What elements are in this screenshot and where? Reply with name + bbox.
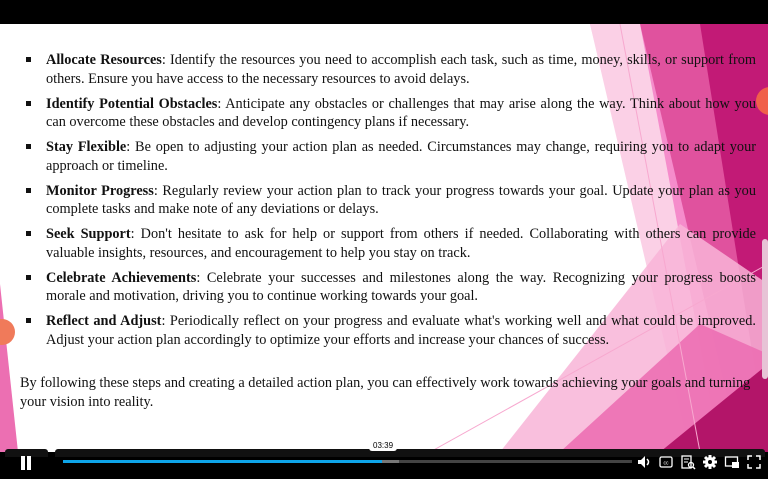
time-tooltip: 03:39: [369, 440, 397, 451]
played-bar: [63, 460, 382, 463]
bullet-icon: [26, 231, 31, 236]
list-item: Identify Potential Obstacles: Anticipate any obstacles or challenges that may arise along the way. Think about how you can overcome these obstacles and develop contingency plans if necessary.: [20, 95, 756, 132]
list-item: Reflect and Adjust: Periodically reflect on your progress and evaluate what's working well and what could be improved. Adjust your action plan accordingly to optimize your efforts and increase your chances of success.: [20, 312, 756, 349]
volume-icon[interactable]: [636, 454, 652, 470]
progress-bar[interactable]: [63, 460, 632, 463]
list-item: Monitor Progress: Regularly review your action plan to track your progress towards your goal. Update your plan as you complete tasks and make note of any deviations or delays.: [20, 182, 756, 219]
slide-content: [0, 24, 768, 452]
list-item: Seek Support: Don't hesitate to ask for help or support from others if needed. Collaborating with others can provide valuable insights, resources, and encouragement to help you stay on track.: [20, 225, 756, 262]
bullet-icon: [26, 144, 31, 149]
picture-in-picture-icon[interactable]: [724, 454, 740, 470]
transcript-icon[interactable]: [680, 454, 696, 470]
list-item: Stay Flexible: Be open to adjusting your action plan as needed. Circumstances may change, requiring you to adapt your approach or timeline.: [20, 138, 756, 175]
pause-button[interactable]: [19, 456, 33, 470]
bullet-icon: [26, 101, 31, 106]
fullscreen-icon[interactable]: [746, 454, 762, 470]
list-item: Celebrate Achievements: Celebrate your successes and milestones along the way. Recognizing your progress boosts morale and motivation, driving you to continue working towards your goal.: [20, 269, 756, 306]
captions-icon[interactable]: [658, 454, 674, 470]
bullet-list: [20, 51, 756, 356]
player-controls: [0, 441, 768, 479]
list-item: Allocate Resources: Identify the resources you need to accomplish each task, such as time, money, skills, or support from others. Ensure you have access to the necessary resources to avoid delays.: [20, 51, 756, 88]
closing-paragraph: By following these steps and creating a detailed action plan, you can effectively work towards achieving your goals and turning your vision into reality.: [20, 375, 751, 410]
bullet-icon: [26, 318, 31, 323]
bullet-icon: [26, 275, 31, 280]
bullet-icon: [26, 188, 31, 193]
settings-icon[interactable]: [702, 454, 718, 470]
svg-text:cc: cc: [663, 460, 669, 467]
slide: [0, 24, 768, 452]
bullet-icon: [26, 57, 31, 62]
